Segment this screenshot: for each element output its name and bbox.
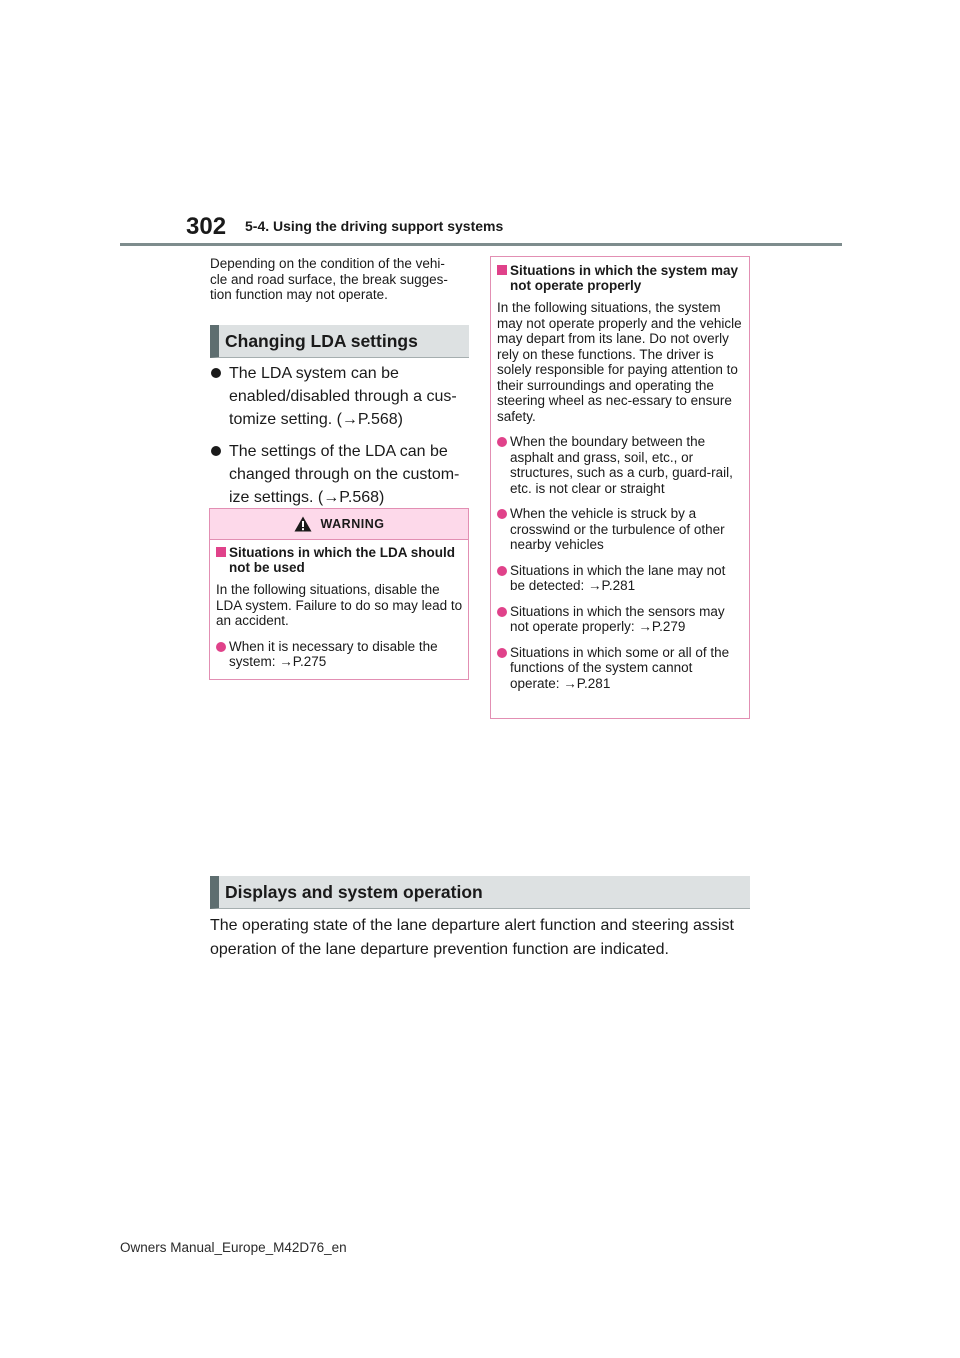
warning-header	[210, 509, 468, 540]
notice-paragraph: In the following situations, the system may not operate properly and the vehicle may depart from its lane. Do not overly rely on these functions. The driver is solely responsible for paying attention to their surroundings and operating the steering wheel as nec-essary to ensure safety.	[497, 300, 742, 424]
bullet-icon	[497, 566, 507, 576]
list-item	[210, 440, 470, 509]
warning-paragraph: In the following situations, disable the LDA system. Failure to do so may lead to an accident.	[216, 582, 463, 628]
header-divider	[120, 243, 842, 246]
bullet-icon	[211, 446, 221, 456]
square-bullet-icon	[497, 265, 507, 275]
bullet-icon	[216, 642, 226, 652]
list-item-text: The settings of the LDA can be changed through on the custom-ize settings. (→P.568)	[229, 443, 460, 506]
lda-settings-list	[210, 362, 470, 518]
section-title: 5-4. Using the driving support systems	[245, 218, 504, 234]
list-item	[497, 604, 744, 635]
bullet-icon	[497, 437, 507, 447]
page-number: 302	[186, 213, 227, 240]
notice-list	[497, 434, 744, 691]
list-item	[210, 362, 470, 431]
bullet-icon	[497, 607, 507, 617]
notice-subheading-text: Situations in which the system may not operate properly	[510, 263, 739, 293]
list-item	[497, 506, 744, 553]
list-item-text: When the vehicle is struck by a crosswind or the turbulence of other nearby vehicles	[510, 506, 725, 552]
warning-subheading-text: Situations in which the LDA should not be used	[229, 545, 455, 575]
section-heading-displays	[210, 876, 750, 909]
list-item	[497, 434, 744, 496]
section-heading-lda-settings	[210, 325, 469, 358]
list-item-text: The LDA system can be enabled/disabled through a cus-tomize setting. (→P.568)	[229, 365, 457, 428]
list-item-text: Situations in which the sensors may not operate properly: →P.279	[510, 603, 725, 634]
section-heading-label: Changing LDA settings	[225, 330, 418, 351]
list-item-text: Situations in which the lane may not be detected: →P.281	[510, 562, 726, 593]
square-bullet-icon	[216, 547, 226, 557]
section-heading-label: Displays and system operation	[225, 881, 483, 902]
warning-triangle-icon	[294, 516, 312, 532]
list-item-text: Situations in which some or all of the functions of the system cannot operate: →P.281	[510, 644, 730, 691]
warning-list	[216, 639, 463, 670]
bullet-icon	[211, 368, 221, 378]
bullet-icon	[497, 509, 507, 519]
displays-paragraph: The operating state of the lane departure alert function and steering assist operation of the lane departure prevention function are indicated.	[210, 917, 734, 958]
list-item	[497, 563, 744, 594]
warning-box	[209, 508, 469, 680]
intro-paragraph: Depending on the condition of the vehi- cle and road surface, the break sugges- tion function may not operate.	[210, 256, 448, 302]
list-item	[497, 645, 744, 692]
warning-label: WARNING	[320, 517, 385, 531]
list-item	[216, 639, 463, 670]
list-item-text: When the boundary between the asphalt and grass, soil, etc., or structures, such as a curb, guard-rail, etc. is not clear or straight	[510, 434, 733, 496]
footer-text: Owners Manual_Europe_M42D76_en	[120, 1240, 347, 1255]
list-item-text: When it is necessary to disable the system: →P.275	[229, 638, 438, 669]
bullet-icon	[497, 648, 507, 658]
warning-subheading	[216, 545, 463, 575]
notice-subheading	[497, 263, 744, 293]
system-notice-box	[490, 256, 750, 719]
